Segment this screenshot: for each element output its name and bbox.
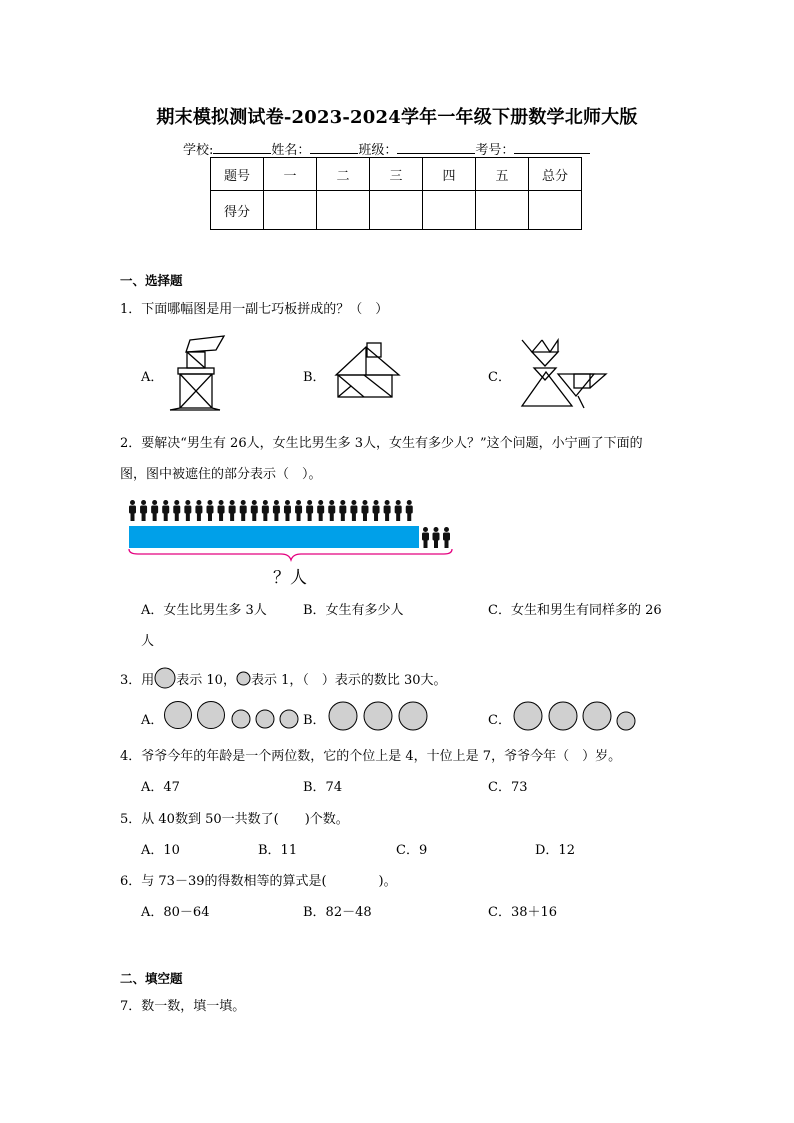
- score-cell: [476, 191, 529, 230]
- score-table-header-row: [211, 158, 582, 191]
- small-circle-icon: [256, 710, 274, 728]
- score-header-cell: 二: [317, 158, 370, 191]
- q2-option-c: C．女生和男生有同样多的 26: [488, 603, 662, 618]
- small-circle-icon: [232, 710, 250, 728]
- small-circle-icon: [236, 671, 251, 686]
- person-icon: [251, 500, 258, 521]
- exam-no-label: 考号：: [475, 143, 515, 158]
- q2-option-c-continued: 人: [141, 634, 155, 649]
- q4-option-b: B．74: [303, 780, 343, 795]
- person-icon: [395, 500, 402, 521]
- total-brace: [129, 549, 452, 560]
- big-circle-icon: [583, 702, 611, 730]
- score-table: [210, 157, 582, 230]
- big-circle-icon: [549, 702, 577, 730]
- question-2-line2: 图，图中被遮住的部分表示（ ）。: [120, 467, 322, 482]
- person-icon: [306, 500, 313, 521]
- q4-option-c: C．73: [488, 780, 528, 795]
- question-1-text: 1．下面哪幅图是用一副七巧板拼成的？（ ）: [120, 302, 389, 317]
- q3-option-a-circles: [163, 700, 303, 732]
- person-icon: [162, 500, 169, 521]
- q3-option-c-circles: [512, 700, 638, 732]
- class-label: 班级：: [358, 143, 398, 158]
- person-icon: [229, 500, 236, 521]
- person-icon: [240, 500, 247, 521]
- person-icon: [350, 500, 357, 521]
- q6-option-c: C．38＋16: [488, 905, 558, 920]
- q3-option-b-label: B．: [303, 713, 326, 728]
- person-icon: [295, 500, 302, 521]
- score-cell: [423, 191, 476, 230]
- q2-figure-label: ？人: [273, 568, 307, 588]
- question-7-text: 7．数一数，填一填。: [120, 999, 246, 1014]
- q1-option-a-label: A．: [141, 370, 164, 385]
- q3-option-c-label: C．: [488, 713, 511, 728]
- person-icon: [184, 500, 191, 521]
- person-icon: [218, 500, 225, 521]
- score-table-score-row: [211, 191, 582, 230]
- section-heading-fill-in: 二、填空题: [120, 971, 183, 986]
- q2-option-a: A．女生比男生多 3人: [141, 603, 267, 618]
- q3-option-b-circles: [327, 700, 431, 732]
- person-icon: [206, 500, 213, 521]
- score-header-cell: 一: [264, 158, 317, 191]
- score-header-cell: 五: [476, 158, 529, 191]
- score-header-cell: 四: [423, 158, 476, 191]
- big-circle-icon: [198, 702, 225, 729]
- person-icon: [361, 500, 368, 521]
- q1-option-b-label: B．: [303, 370, 326, 385]
- score-cell: [370, 191, 423, 230]
- question-6-text: 6．与 73－39的得数相等的算式是( )。: [120, 874, 397, 889]
- q1-option-c-label: C．: [488, 370, 511, 385]
- page-title: 期末模拟测试卷-2023-2024学年一年级下册数学北师大版: [156, 107, 638, 128]
- q5-option-d: D．12: [535, 843, 575, 858]
- person-icon: [339, 500, 346, 521]
- q3-text-part2: 表示 10，: [176, 673, 236, 688]
- big-circle-icon: [399, 702, 427, 730]
- q3-text-part1: 3．用: [120, 673, 155, 688]
- q5-option-b: B．11: [258, 843, 298, 858]
- q2-option-b: B．女生有多少人: [303, 603, 404, 618]
- score-cell: [529, 191, 582, 230]
- q6-option-a: A．80－64: [141, 905, 210, 920]
- person-icon: [422, 527, 429, 548]
- question-5-text: 5．从 40数到 50一共数了( )个数。: [120, 812, 349, 827]
- big-circle-icon: [154, 667, 176, 689]
- q5-option-c: C．9: [396, 843, 428, 858]
- big-circle-icon: [364, 702, 392, 730]
- big-circle-icon: [329, 702, 357, 730]
- class-blank: [397, 141, 475, 154]
- school-blank: [213, 141, 271, 154]
- hidden-girls-icons-row: [422, 527, 450, 548]
- score-header-cell: 总分: [529, 158, 582, 191]
- person-icon: [384, 500, 391, 521]
- question-3-text: [120, 667, 447, 689]
- school-label: 学校:: [183, 143, 214, 158]
- person-icon: [443, 527, 450, 548]
- question-2-line1: 2．要解决“男生有 26人，女生比男生多 3人，女生有多少人？”这个问题，小宁画了下面的: [120, 436, 643, 451]
- small-circle-icon: [280, 710, 298, 728]
- person-icon: [140, 500, 147, 521]
- score-header-cell: 三: [370, 158, 423, 191]
- person-icon: [373, 500, 380, 521]
- big-circle-icon: [514, 702, 542, 730]
- q1-figure-c-tangram-animal: [518, 336, 610, 410]
- person-icon: [284, 500, 291, 521]
- name-blank: [310, 141, 358, 154]
- big-circle-icon: [165, 702, 192, 729]
- person-icon: [328, 500, 335, 521]
- person-icon: [151, 500, 158, 521]
- person-icon: [273, 500, 280, 521]
- person-icon: [406, 500, 413, 521]
- score-cell: [264, 191, 317, 230]
- question-4-text: 4．爷爷今年的年龄是一个两位数，它的个位上是 4，十位上是 7，爷爷今年（ ）岁。: [120, 749, 622, 764]
- q4-option-a: A．47: [141, 780, 180, 795]
- q3-option-a-label: A．: [141, 713, 164, 728]
- name-label: 姓名：: [271, 143, 311, 158]
- person-icon: [262, 500, 269, 521]
- student-info-line: [183, 139, 590, 158]
- person-icon: [317, 500, 324, 521]
- q3-text-part3: 表示 1，（ ）表示的数比 30大。: [250, 673, 447, 688]
- score-row-label: 得分: [211, 191, 264, 230]
- boys-bar: [129, 526, 419, 548]
- person-icon: [433, 527, 440, 548]
- exam-no-blank: [514, 141, 590, 154]
- q6-option-b: B．82－48: [303, 905, 372, 920]
- section-heading-choice: 一、选择题: [120, 273, 183, 288]
- person-icon: [129, 500, 136, 521]
- q1-figure-a-tangram: [168, 334, 230, 412]
- small-circle-icon: [617, 712, 635, 730]
- person-icon: [173, 500, 180, 521]
- q5-option-a: A．10: [141, 843, 180, 858]
- boys-icons-row: [129, 500, 413, 521]
- score-cell: [317, 191, 370, 230]
- person-icon: [195, 500, 202, 521]
- score-header-cell: 题号: [211, 158, 264, 191]
- q1-figure-b-tangram-house: [334, 341, 402, 399]
